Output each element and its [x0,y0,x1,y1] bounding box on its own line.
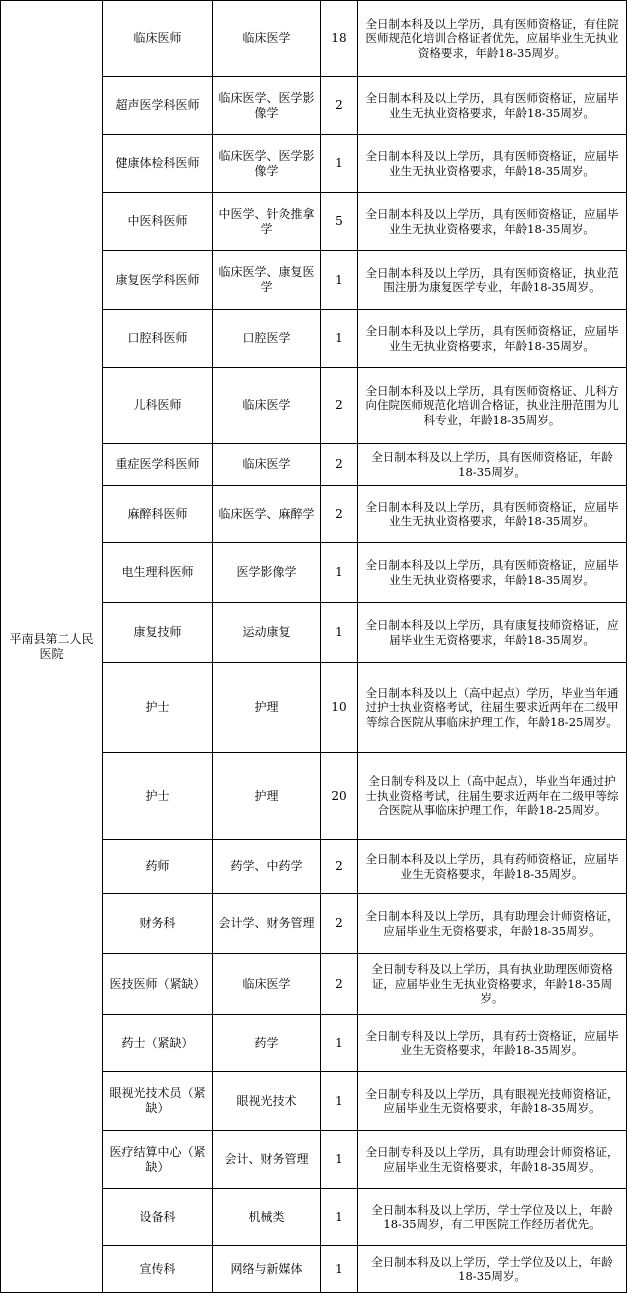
major-cell: 临床医学、医学影像学 [213,77,321,135]
requirement-cell: 全日制本科及以上学历，具有医师资格证，应届毕业生无执业资格要求，年龄18-35周岁。 [358,310,627,368]
count-cell: 2 [321,368,358,444]
major-cell: 会计、财务管理 [213,1131,321,1189]
major-cell: 临床医学、医学影像学 [213,135,321,193]
position-cell: 医技医师（紧缺） [103,954,213,1015]
requirement-cell: 全日制本科及以上学历，具有康复技师资格证，应届毕业生无资格要求，年龄18-35周岁。 [358,603,627,663]
count-cell: 1 [321,1131,358,1189]
major-cell: 机械类 [213,1189,321,1246]
requirement-cell: 全日制本科及以上学历，具有药师资格证，应届毕业生无资格要求，年龄18-35周岁。 [358,840,627,894]
major-cell: 会计学、财务管理 [213,894,321,954]
table-row [1,1,627,77]
major-cell: 临床医学 [213,954,321,1015]
requirement-cell: 全日制本科及以上学历，具有医师资格证、儿科方向住院医师规范化培训合格证，执业注册范围为儿科专业，年龄18-35周岁。 [358,368,627,444]
major-cell: 药学 [213,1015,321,1072]
position-cell: 设备科 [103,1189,213,1246]
major-cell: 护理 [213,753,321,840]
count-cell: 2 [321,894,358,954]
count-cell: 1 [321,1189,358,1246]
unit-name: 平南县第二人民医院 [1,1,103,1293]
count-cell: 1 [321,543,358,603]
count-cell: 1 [321,1015,358,1072]
major-cell: 临床医学、康复医学 [213,251,321,310]
position-cell: 儿科医师 [103,368,213,444]
count-cell: 2 [321,486,358,543]
count-cell: 1 [321,603,358,663]
requirement-cell: 全日制本科及以上学历，具有助理会计师资格证，应届毕业生无资格要求，年龄18-35周岁。 [358,894,627,954]
major-cell: 口腔医学 [213,310,321,368]
requirement-cell: 全日制专科及以上学历，具有助理会计师资格证，应届毕业生无资格要求，年龄18-35周岁。 [358,1131,627,1189]
count-cell: 1 [321,310,358,368]
position-cell: 麻醉科医师 [103,486,213,543]
requirement-cell: 全日制专科及以上学历，具有执业助理医师资格证，应届毕业生无执业资格要求，年龄18-35周岁。 [358,954,627,1015]
count-cell: 5 [321,193,358,251]
major-cell: 临床医学 [213,368,321,444]
count-cell: 2 [321,444,358,486]
requirement-cell: 全日制本科及以上学历，具有医师资格证，执业范围注册为康复医学专业，年龄18-35周岁。 [358,251,627,310]
requirement-cell: 全日制本科及以上学历，具有医师资格证，应届毕业生无执业资格要求，年龄18-35周岁。 [358,77,627,135]
position-cell: 财务科 [103,894,213,954]
major-cell: 医学影像学 [213,543,321,603]
count-cell: 1 [321,251,358,310]
major-cell: 网络与新媒体 [213,1246,321,1293]
major-cell: 护理 [213,663,321,753]
major-cell: 中医学、针灸推拿学 [213,193,321,251]
position-cell: 药士（紧缺） [103,1015,213,1072]
major-cell: 临床医学 [213,1,321,77]
major-cell: 临床医学 [213,444,321,486]
count-cell: 2 [321,954,358,1015]
position-cell: 中医科医师 [103,193,213,251]
major-cell: 运动康复 [213,603,321,663]
major-cell: 临床医学、麻醉学 [213,486,321,543]
requirement-cell: 全日制本科及以上学历，学士学位及以上，年龄18-35周岁，有二甲医院工作经历者优先。 [358,1189,627,1246]
requirement-cell: 全日制专科及以上（高中起点），毕业当年通过护士执业资格考试，往届生要求近两年在二级甲等综合医院从事临床护理工作，年龄18-25周岁。 [358,753,627,840]
position-cell: 口腔科医师 [103,310,213,368]
major-cell: 眼视光技术 [213,1072,321,1131]
position-cell: 医疗结算中心（紧缺） [103,1131,213,1189]
position-cell: 重症医学科医师 [103,444,213,486]
position-cell: 康复技师 [103,603,213,663]
position-cell: 临床医师 [103,1,213,77]
position-cell: 健康体检科医师 [103,135,213,193]
requirement-cell: 全日制专科及以上学历，具有药士资格证，应届毕业生无资格要求，年龄18-35周岁。 [358,1015,627,1072]
requirement-cell: 全日制本科及以上学历，具有医师资格证，有住院医师规范化培训合格证者优先，应届毕业生无执业资格要求，年龄18-35周岁。 [358,1,627,77]
position-cell: 宣传科 [103,1246,213,1293]
requirement-cell: 全日制专科及以上学历，具有眼视光技师资格证，应届毕业生无资格要求，年龄18-35周岁。 [358,1072,627,1131]
position-cell: 康复医学科医师 [103,251,213,310]
requirement-cell: 全日制本科及以上（高中起点）学历，毕业当年通过护士执业资格考试，往届生要求近两年在二级甲等综合医院从事临床护理工作，年龄18-25周岁。 [358,663,627,753]
major-cell: 药学、中药学 [213,840,321,894]
count-cell: 2 [321,77,358,135]
position-cell: 护士 [103,753,213,840]
requirement-cell: 全日制本科及以上学历，具有医师资格证，应届毕业生无执业资格要求，年龄18-35周岁。 [358,486,627,543]
count-cell: 10 [321,663,358,753]
requirement-cell: 全日制本科及以上学历，具有医师资格证，应届毕业生无执业资格要求，年龄18-35周岁。 [358,543,627,603]
position-cell: 护士 [103,663,213,753]
count-cell: 1 [321,1246,358,1293]
requirement-cell: 全日制本科及以上学历，具有医师资格证，应届毕业生无执业资格要求，年龄18-35周岁。 [358,135,627,193]
count-cell: 18 [321,1,358,77]
position-cell: 电生理科医师 [103,543,213,603]
requirement-cell: 全日制本科及以上学历，具有医师资格证，应届毕业生无执业资格要求，年龄18-35周岁。 [358,193,627,251]
position-cell: 眼视光技术员（紧缺） [103,1072,213,1131]
requirement-cell: 全日制本科及以上学历，学士学位及以上，年龄18-35周岁。 [358,1246,627,1293]
count-cell: 1 [321,1072,358,1131]
position-cell: 药师 [103,840,213,894]
position-cell: 超声医学科医师 [103,77,213,135]
count-cell: 20 [321,753,358,840]
requirement-cell: 全日制本科及以上学历，具有医师资格证，年龄18-35周岁。 [358,444,627,486]
count-cell: 1 [321,135,358,193]
count-cell: 2 [321,840,358,894]
